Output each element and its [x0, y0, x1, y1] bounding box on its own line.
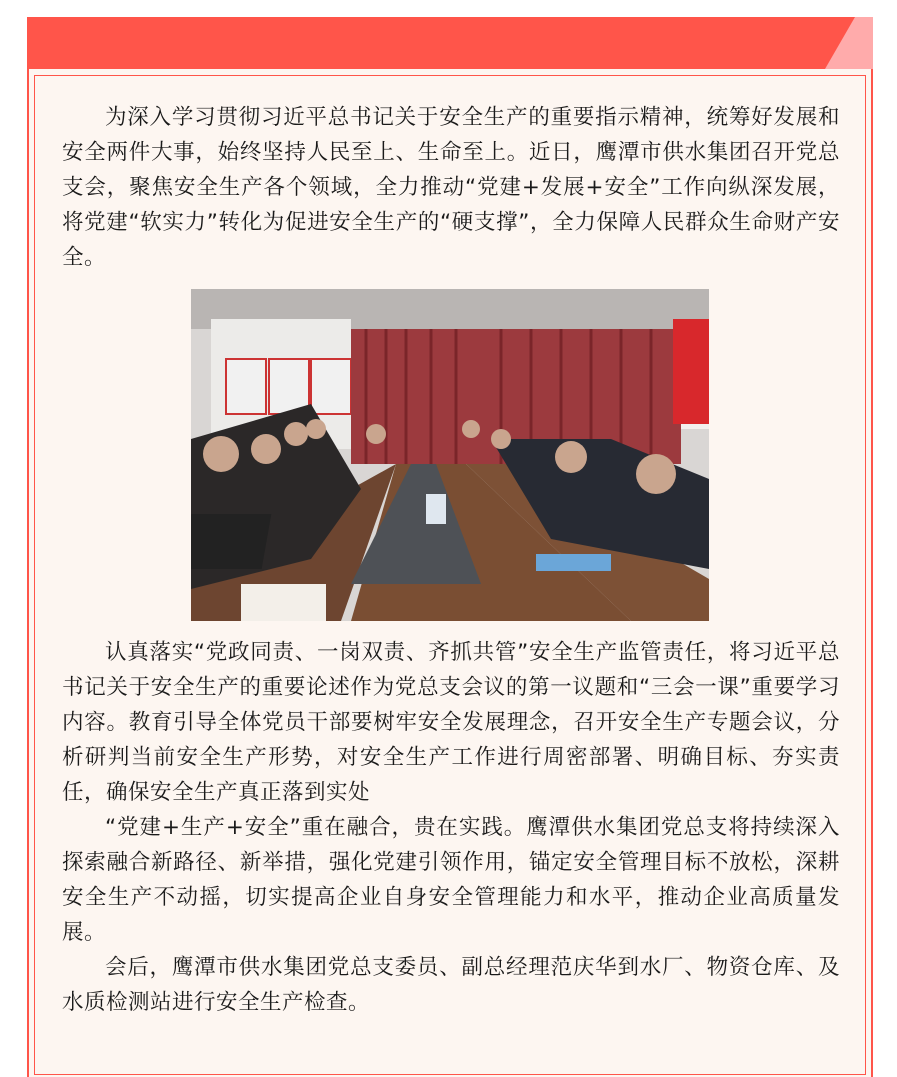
paragraph-integration: “党建+生产+安全”重在融合，贵在实践。鹰潭供水集团党总支将持续深入探索融合新路径、新举措，强化党建引领作用，锚定安全管理目标不放松，深耕安全生产不动摇，切实提高企业自身安全管理能力和水平，推动企业高质量发展。	[62, 815, 840, 945]
paragraph-intro: 为深入学习贯彻习近平总书记关于安全生产的重要指示精神，统筹好发展和安全两件大事，始终坚持人民至上、生命至上。近日，鹰潭市供水集团召开党总支会，聚焦安全生产各个领域，全力推动“党建+发展+安全”工作向纵深发展，将党建“软实力”转化为促进安全生产的“硬支撑”，全力保障人民群众生命财产安全。	[62, 105, 840, 270]
corner-decoration-fill	[855, 17, 873, 69]
corner-decoration	[825, 17, 855, 69]
meeting-photo	[191, 289, 709, 621]
paragraph-inspection: 会后，鹰潭市供水集团党总支委员、副总经理范庆华到水厂、物资仓库、及水质检测站进行安全生产检查。	[62, 955, 840, 1015]
article-body	[62, 100, 840, 1020]
header-banner	[27, 17, 873, 69]
paragraph-responsibility: 认真落实“党政同责、一岗双责、齐抓共管”安全生产监管责任，将习近平总书记关于安全生产的重要论述作为党总支会议的第一议题和“三会一课”重要学习内容。教育引导全体党员干部要树牢安全发展理念，召开安全生产专题会议，分析研判当前安全生产形势，对安全生产工作进行周密部署、明确目标、夯实责任，确保安全生产真正落到实处	[62, 640, 840, 805]
